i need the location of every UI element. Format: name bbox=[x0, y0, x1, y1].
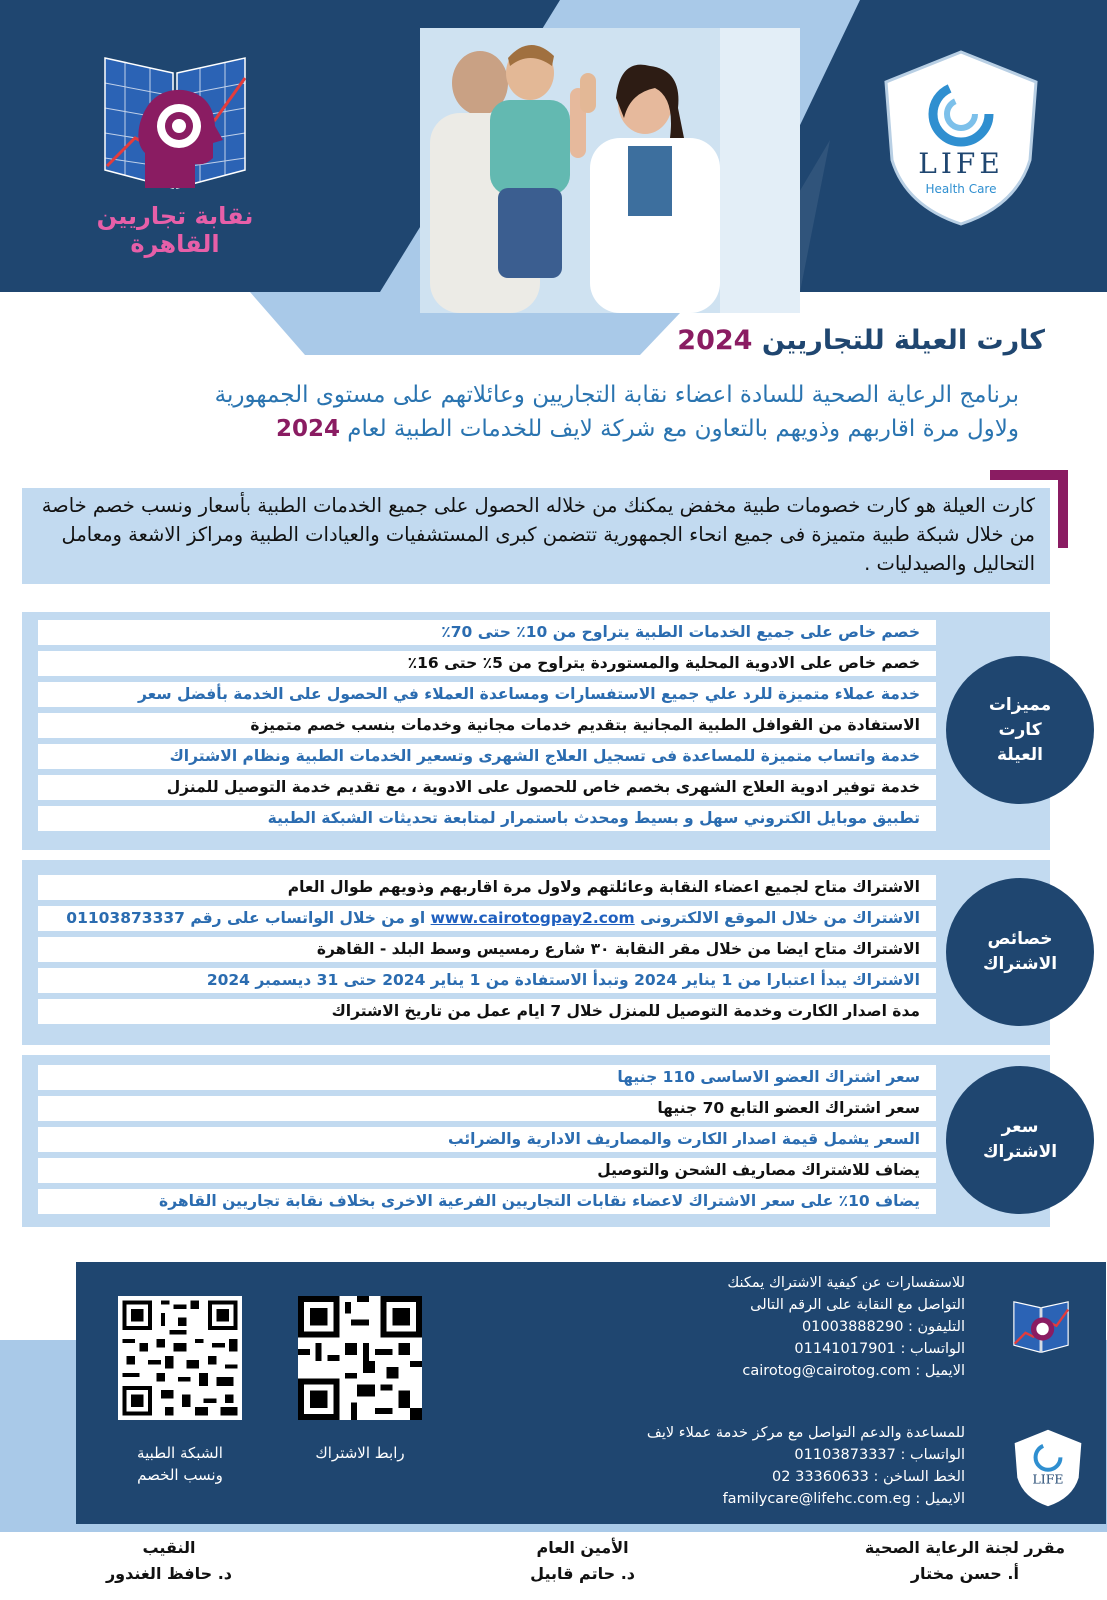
signature-title: مقرر لجنة الرعاية الصحية bbox=[864, 1538, 1065, 1557]
union-small-logo bbox=[1010, 1296, 1072, 1358]
price-item: السعر يشمل قيمة اصدار الكارت والمصاريف الادارية والضرائب bbox=[38, 1127, 936, 1152]
feature-item: خدمة عملاء متميزة للرد علي جميع الاستفسارات ومساعدة العملاء في الحصول على الخدمة بأفضل سعر bbox=[38, 682, 936, 707]
online-suffix: او من خلال الواتساب على رقم 01103873337 bbox=[66, 909, 426, 927]
life-contact-hotline[interactable]: الخط الساخن : 33360633 02 bbox=[772, 1469, 965, 1485]
union-logo bbox=[95, 48, 255, 198]
life-contact-whatsapp[interactable]: الواتساب : 01103873337 bbox=[794, 1447, 965, 1463]
intro-text: كارت العيلة هو كارت خصومات طبية مخفض يمكنك من خلاله الحصول على جميع الخدمات الطبية بأسعار ونسب خصم خاصة من خلال شبكة طبية متميزة فى جميع انحاء الجمهورية تتضمن كبرى المستشفيات والعيادات الطبية ومراكز الاشعة ومعامل التحاليل والصيدليات . bbox=[41, 494, 1035, 575]
feature-item: خصم خاص على جميع الخدمات الطبية يتراوح من 10٪ حتى 70٪ bbox=[38, 620, 936, 645]
feature-item: خدمة واتساب متميزة للمساعدة فى تسجيل العلاج الشهرى وتسعير الخدمات الطبية ونظام الاشتراك bbox=[38, 744, 936, 769]
subscription-list bbox=[38, 875, 936, 1030]
union-contact-whatsapp[interactable]: الواتساب : 01141017901 bbox=[794, 1341, 965, 1357]
subscription-item: الاشتراك متاح لجميع اعضاء النقابة وعائلتهم ولاول مرة اقاربهم وذويهم طوال العام bbox=[38, 875, 936, 900]
price-list bbox=[38, 1065, 936, 1220]
feature-item: الاستفادة من القوافل الطبية المجانية بتقديم خدمات مجانية وخدمات بنسب خصم متميزة bbox=[38, 713, 936, 738]
life-healthcare-logo bbox=[880, 48, 1042, 228]
life-small-logo-text: LIFE bbox=[1032, 1471, 1064, 1487]
subscription-heading-circle: خصائص الاشتراك bbox=[946, 878, 1094, 1026]
price-item: سعر اشتراك العضو الاساسى 110 جنيها bbox=[38, 1065, 936, 1090]
subscription-item: الاشتراك متاح ايضا من خلال مقر النقابة ٣٠ شارع رمسيس وسط البلد - القاهرة bbox=[38, 937, 936, 962]
features-list bbox=[38, 620, 936, 837]
subtitle-line-1: برنامج الرعاية الصحية للسادة اعضاء نقابة التجاريين وعائلاتهم على مستوى الجمهورية bbox=[214, 382, 1019, 408]
subscribe-qr-label: رابط الاشتراك bbox=[315, 1444, 405, 1462]
feature-item: خدمة توفير ادوية العلاج الشهرى بخصم خاص للحصول على الادوية ، مع تقديم خدمة التوصيل للمنزل bbox=[38, 775, 936, 800]
page-title-year: 2024 bbox=[677, 325, 753, 356]
signature-union-head bbox=[106, 1535, 232, 1587]
page-title bbox=[677, 325, 1045, 356]
subtitle-year: 2024 bbox=[275, 416, 340, 442]
signature-name: د. حاتم قابيل bbox=[530, 1564, 635, 1583]
price-item: سعر اشتراك العضو التابع 70 جنيها bbox=[38, 1096, 936, 1121]
doctor-family-photo bbox=[420, 28, 800, 313]
feature-item: خصم خاص على الادوية المحلية والمستوردة يتراوح من 5٪ حتى 16٪ bbox=[38, 651, 936, 676]
price-item: يضاف للاشتراك مصاريف الشحن والتوصيل bbox=[38, 1158, 936, 1183]
online-prefix: الاشتراك من خلال الموقع الالكترونى bbox=[640, 909, 920, 927]
union-contact-email[interactable]: الايميل : cairotog@cairotog.com bbox=[742, 1363, 965, 1379]
signature-name: د. حافظ الغندور bbox=[105, 1564, 232, 1583]
life-logo-subtext: Health Care bbox=[925, 182, 997, 196]
subscription-online-item bbox=[38, 906, 936, 931]
signature-title: الأمين العام bbox=[536, 1538, 629, 1557]
signature-secretary-general bbox=[530, 1535, 635, 1587]
life-contact-email[interactable]: الايميل : familycare@lifehc.com.eg bbox=[722, 1491, 965, 1507]
union-contact-phone[interactable]: التليفون : 01003888290 bbox=[801, 1319, 965, 1335]
subtitle-line-2 bbox=[9, 412, 1019, 446]
feature-item: تطبيق موبايل الكتروني سهل و بسيط ومحدث باستمرار لمتابعة تحديثات الشبكة الطبية bbox=[38, 806, 936, 831]
price-heading-circle: سعر الاشتراك bbox=[946, 1066, 1094, 1214]
page-title-text: كارت العيلة للتجاريين bbox=[761, 325, 1045, 356]
union-contact-line-1: للاستفسارات عن كيفية الاشتراك يمكنك bbox=[727, 1275, 965, 1291]
subscribe-qr-code[interactable] bbox=[298, 1296, 422, 1420]
network-qr-code[interactable] bbox=[118, 1296, 242, 1420]
program-subtitle bbox=[9, 378, 1019, 446]
signature-title: النقيب bbox=[142, 1538, 196, 1557]
signature-name: أ. حسن مختار bbox=[910, 1564, 1019, 1583]
subscription-item: الاشتراك يبدأ اعتبارا من 1 يناير 2024 وتبدأ الاستفادة من 1 يناير 2024 حتى 31 ديسمبر 2024 bbox=[38, 968, 936, 993]
signature-health-committee bbox=[865, 1535, 1065, 1587]
union-name: نقابة تجاريين القاهرة bbox=[96, 202, 254, 258]
subtitle-line-2-text: ولاول مرة اقاربهم وذويهم بالتعاون مع شركة لايف للخدمات الطبية لعام bbox=[347, 416, 1019, 442]
price-item: يضاف 10٪ على سعر الاشتراك لاعضاء نقابات التجاريين الفرعية الاخرى بخلاف نقابة تجاريين القاهرة bbox=[38, 1189, 936, 1214]
network-qr-label: الشبكة الطبية ونسب الخصم bbox=[137, 1444, 223, 1484]
life-small-logo bbox=[1012, 1428, 1084, 1508]
subscription-website-link[interactable]: www.cairotogpay2.com bbox=[430, 909, 635, 927]
union-contact-line-2: التواصل مع النقابة على الرقم التالى bbox=[750, 1297, 965, 1313]
union-contact-block bbox=[727, 1272, 965, 1382]
life-contact-line-1: للمساعدة والدعم التواصل مع مركز خدمة عملاء لايف bbox=[646, 1425, 965, 1441]
subscription-item: مدة اصدار الكارت وخدمة التوصيل للمنزل خلال 7 ايام عمل من تاريخ الاشتراك bbox=[38, 999, 936, 1024]
features-heading-circle: مميزات كارت العيلة bbox=[946, 656, 1094, 804]
life-contact-block bbox=[647, 1422, 965, 1510]
life-logo-text: LIFE bbox=[918, 147, 1004, 180]
